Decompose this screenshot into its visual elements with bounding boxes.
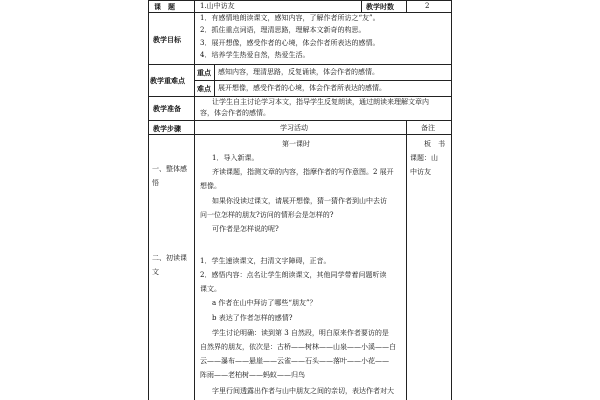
activity-line: 第一课时 bbox=[282, 140, 310, 148]
grid-line bbox=[406, 0, 407, 12]
activity-line: 1．学生速读课文，扫清文字障碍，正音。 bbox=[200, 257, 331, 265]
activity-line: 想像。 bbox=[200, 182, 221, 190]
prep-line: 容，体会作者的感情。 bbox=[200, 109, 270, 117]
grid-line bbox=[406, 120, 407, 400]
step-two-label: 二、初读课 bbox=[152, 254, 187, 262]
grid-line bbox=[214, 64, 215, 96]
key-tag: 重点 bbox=[197, 68, 211, 77]
goal-item: 4．培养学生热爱自然，热爱生活。 bbox=[200, 51, 310, 59]
lesson-plan-table bbox=[148, 0, 452, 400]
grid-line bbox=[148, 0, 149, 400]
grid-line bbox=[194, 0, 195, 400]
goal-item: 3．展开想像，感受作者的心境，体会作者所表达的感情。 bbox=[200, 39, 380, 47]
activity-line: 课文。 bbox=[200, 285, 221, 293]
goal-item: 1．有感情地朗读课文，感知内容，了解作者所访之“友”。 bbox=[200, 14, 380, 22]
activity-line: 可作者是怎样说的呢? bbox=[212, 225, 279, 233]
activity-line: 自然界的朋友，依次是：古桥——树林——山泉——小溪——白 bbox=[200, 343, 396, 351]
title-value: 1.山中访友 bbox=[200, 2, 235, 10]
key-text: 感知内容，理清思路，反复诵读，体会作者的感情。 bbox=[218, 68, 379, 76]
difficulty-text: 展开想像，感受作者的心境，体会作者所表达的感情。 bbox=[218, 84, 386, 92]
activity-line: 1．导入新课。 bbox=[212, 154, 259, 162]
notes-line: 板 书 bbox=[424, 140, 445, 148]
activity-line: 学生讨论明确：读到第 3 自然段，明白原来作者要访的是 bbox=[212, 329, 389, 337]
step-one-label: 悟 bbox=[152, 179, 159, 187]
activity-line: 如果你没读过课文，请展开想像，猜一猜作者到山中去访 bbox=[212, 197, 387, 205]
notes-line: 课题：山 bbox=[410, 154, 438, 162]
key-points-label: 教学重难点 bbox=[150, 76, 185, 85]
activity-line: a 作者在山中拜访了哪些“朋友”？ bbox=[212, 299, 317, 307]
grid-line bbox=[194, 80, 452, 81]
title-label: 课 题 bbox=[154, 2, 175, 11]
prep-line: 让学生自主讨论学习本文，指导学生反复朗读，通过朗读来理解文章内 bbox=[212, 98, 429, 106]
activity-line: 阵雨——老柏树——蚂蚁——归鸟 bbox=[200, 371, 305, 379]
grid-line bbox=[361, 0, 362, 12]
difficulty-tag: 难点 bbox=[197, 84, 211, 93]
hours-label: 教学时数 bbox=[366, 2, 394, 11]
prep-label: 教学准备 bbox=[153, 104, 181, 113]
goals-label: 教学目标 bbox=[153, 35, 181, 44]
activity-line: 2．感悟内容：点名让学生朗读课文，其他同学带着问题听读 bbox=[200, 271, 387, 279]
notes-line: 中访友 bbox=[410, 168, 431, 176]
activity-line: 齐读课题，指测文章的内容，指摩作者的写作意图。2 展开 bbox=[212, 168, 394, 176]
step-two-label: 文 bbox=[152, 268, 159, 276]
grid-line bbox=[451, 0, 452, 400]
activity-label: 学习活动 bbox=[280, 124, 308, 132]
goal-item: 2．抓住重点词语，理清思路，理解本文新奇的构思。 bbox=[200, 26, 366, 34]
step-one-label: 一、整体感 bbox=[152, 165, 187, 173]
activity-line: 问一位怎样的朋友?访问的情形会是怎样的? bbox=[200, 211, 334, 219]
hours-value: 2 bbox=[425, 2, 430, 10]
steps-label: 教学步骤 bbox=[153, 124, 181, 133]
activity-line: b 表达了作者怎样的感情? bbox=[212, 314, 293, 322]
activity-line: 云——瀑布——悬崖——云雀——石头——落叶——小花—— bbox=[200, 357, 389, 365]
notes-label: 备注 bbox=[421, 124, 435, 132]
activity-line: 字里行间透露出作者与山中朋友之间的亲切，表达作者对大 bbox=[212, 387, 394, 395]
